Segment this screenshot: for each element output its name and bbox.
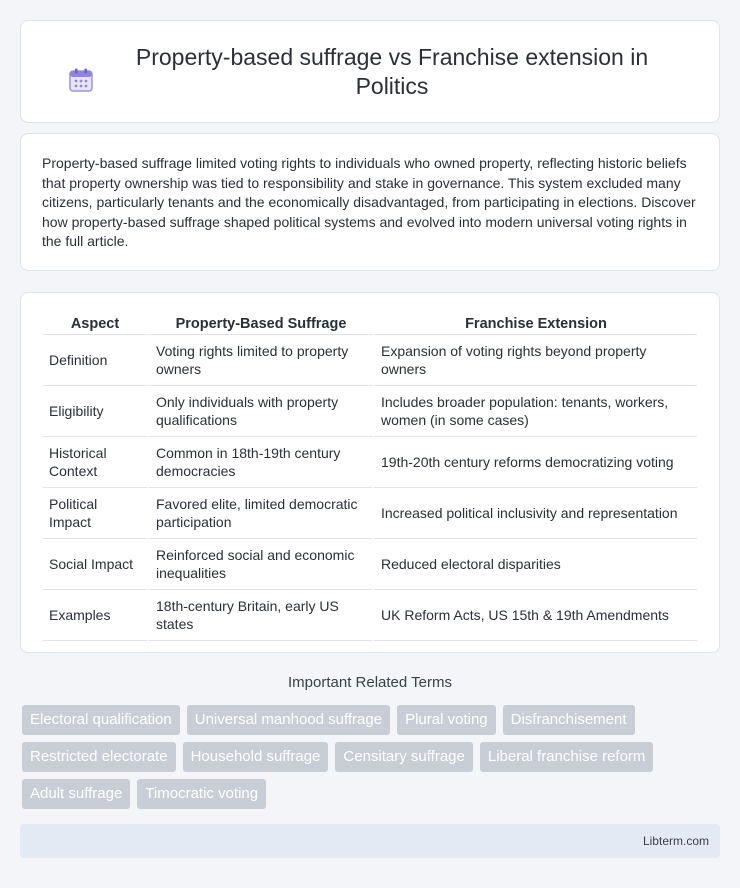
- table-row: [43, 590, 697, 641]
- title-card: [20, 20, 720, 123]
- cell-aspect: Examples: [43, 590, 147, 641]
- cell-aspect: Social Impact: [43, 539, 147, 590]
- cell-aspect: Eligibility: [43, 386, 147, 437]
- cell-property: Favored elite, limited democratic participation: [147, 488, 372, 539]
- cell-property: Only individuals with property qualifications: [147, 386, 372, 437]
- calendar-icon: [68, 67, 94, 93]
- cell-property: 18th-century Britain, early US states: [147, 590, 372, 641]
- intro-paragraph: Property-based suffrage limited voting rights to individuals who owned property, reflecting historic beliefs that property ownership was tied to responsibility and stake in governance. This system excluded many citizens, particularly tenants and the economically disadvantaged, from participating in elections. Discover how property-based suffrage shaped political systems and evolved into modern universal voting rights in the full article.: [42, 155, 696, 250]
- table-row: [43, 335, 697, 386]
- related-term-tag[interactable]: Plural voting: [397, 705, 496, 735]
- cell-aspect: Historical Context: [43, 437, 147, 488]
- cell-franchise: 19th-20th century reforms democratizing voting: [372, 437, 697, 488]
- related-term-tag[interactable]: Timocratic voting: [137, 779, 266, 809]
- footer: [20, 824, 720, 858]
- related-term-tag[interactable]: Censitary suffrage: [335, 742, 472, 772]
- cell-franchise: Reduced electoral disparities: [372, 539, 697, 590]
- cell-franchise: Increased political inclusivity and representation: [372, 488, 697, 539]
- table-row: [43, 386, 697, 437]
- related-term-tag[interactable]: Restricted electorate: [22, 742, 176, 772]
- related-term-tag[interactable]: Electoral qualification: [22, 705, 180, 735]
- related-terms-heading: Important Related Terms: [288, 674, 452, 691]
- footer-site-link[interactable]: Libterm.com: [642, 834, 709, 848]
- cell-franchise: Includes broader population: tenants, workers, women (in some cases): [372, 386, 697, 437]
- cell-property: Reinforced social and economic inequalities: [147, 539, 372, 590]
- related-term-tag[interactable]: Disfranchisement: [503, 705, 635, 735]
- header-aspect: Aspect: [43, 313, 147, 335]
- cell-property: Voting rights limited to property owners: [147, 335, 372, 386]
- cell-franchise: UK Reform Acts, US 15th & 19th Amendments: [372, 590, 697, 641]
- intro-card: [20, 133, 720, 271]
- related-term-tag[interactable]: Liberal franchise reform: [480, 742, 654, 772]
- related-terms-list: [22, 705, 722, 809]
- comparison-table: [43, 313, 697, 641]
- cell-property: Common in 18th-19th century democracies: [147, 437, 372, 488]
- table-header-row: [43, 313, 697, 335]
- cell-franchise: Expansion of voting rights beyond property owners: [372, 335, 697, 386]
- header-franchise-extension: Franchise Extension: [372, 313, 697, 335]
- title-wrap: [68, 43, 672, 101]
- table-row: [43, 488, 697, 539]
- table-row: [43, 539, 697, 590]
- header-property-based: Property-Based Suffrage: [147, 313, 372, 335]
- related-term-tag[interactable]: Adult suffrage: [22, 779, 130, 809]
- related-term-tag[interactable]: Household suffrage: [183, 742, 329, 772]
- page-title: Property-based suffrage vs Franchise extension in Politics: [135, 43, 649, 99]
- table-row: [43, 437, 697, 488]
- related-term-tag[interactable]: Universal manhood suffrage: [187, 705, 390, 735]
- cell-aspect: Political Impact: [43, 488, 147, 539]
- comparison-table-card: [20, 292, 720, 653]
- cell-aspect: Definition: [43, 335, 147, 386]
